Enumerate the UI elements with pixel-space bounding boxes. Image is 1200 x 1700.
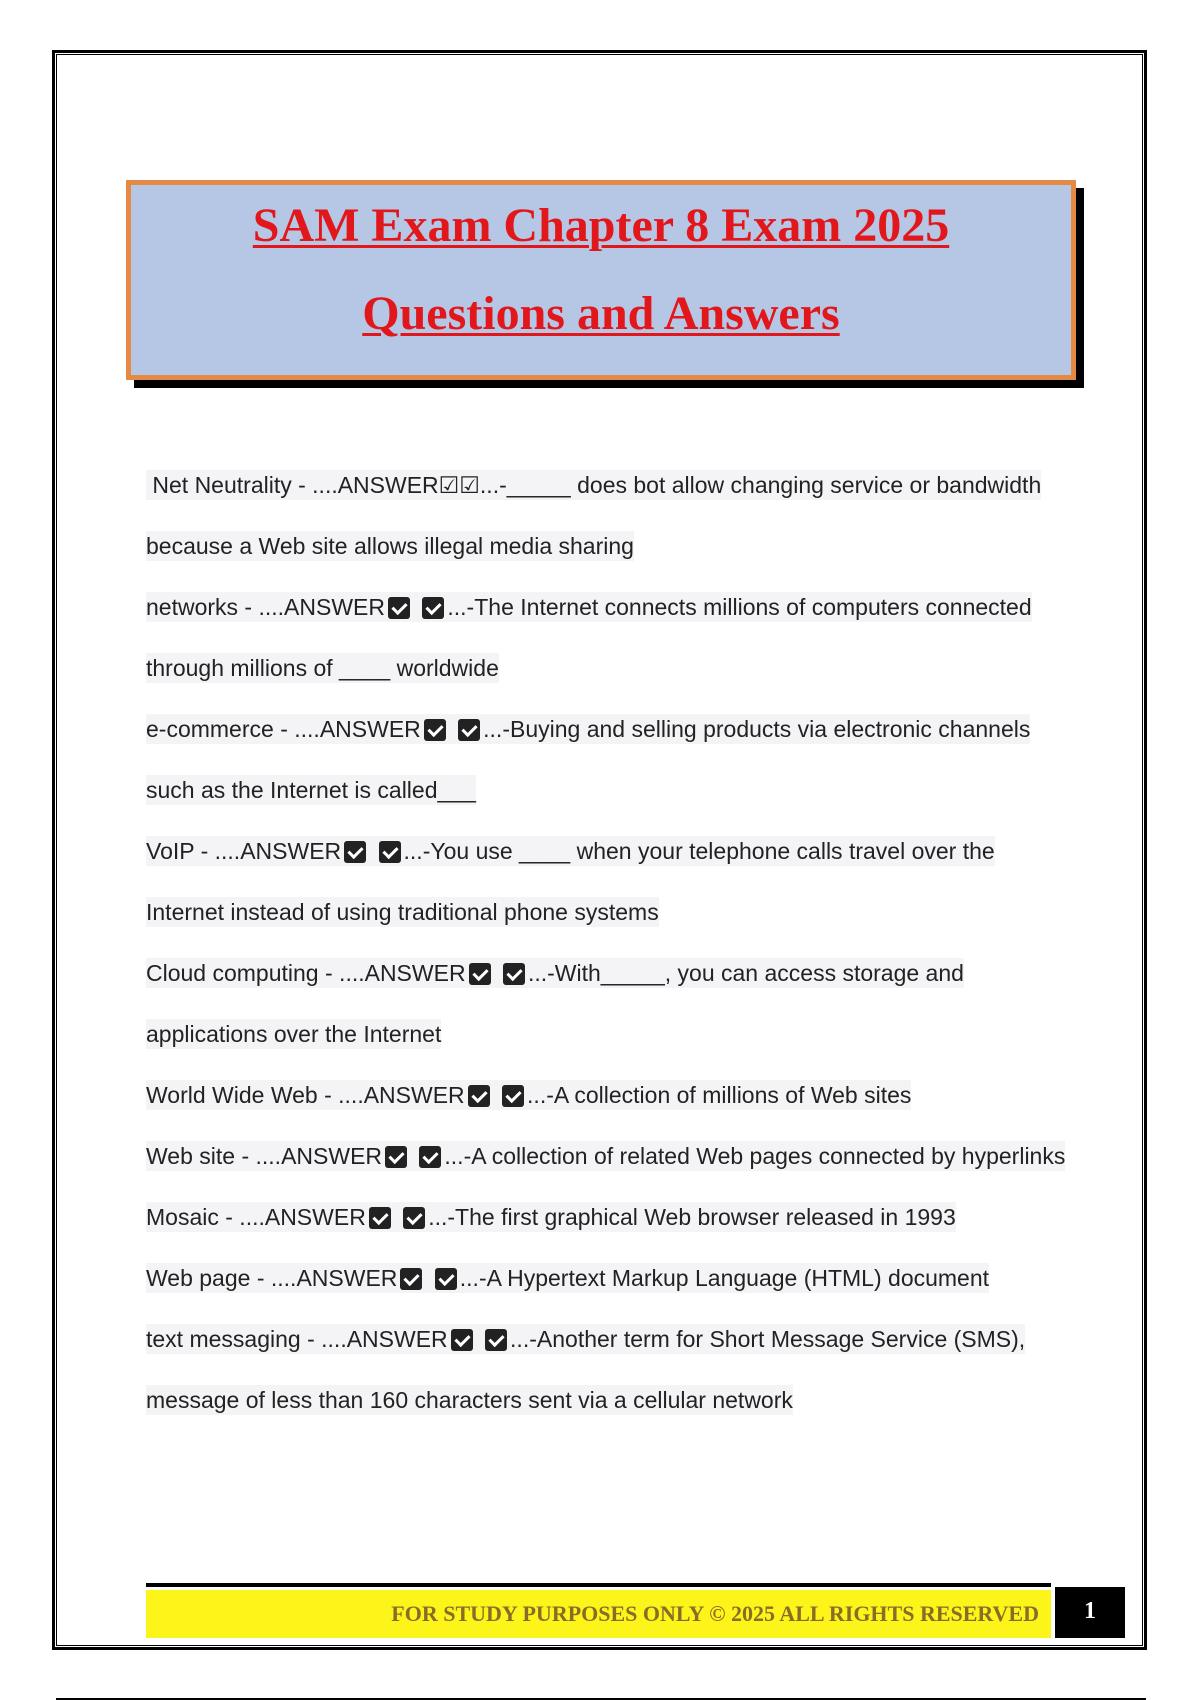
qa-term: World Wide Web xyxy=(146,1082,318,1108)
qa-term: Web site xyxy=(146,1143,236,1169)
checkbox-icon xyxy=(403,1207,425,1229)
qa-term: Cloud computing xyxy=(146,960,319,986)
footer-text: FOR STUDY PURPOSES ONLY © 2025 ALL RIGHTS RESERVED xyxy=(391,1601,1039,1626)
qa-answer: A collection of millions of Web sites xyxy=(553,1082,912,1108)
qa-item: Cloud computing - ....ANSWER ...-With_____, you can access storage and applications over the Internet xyxy=(146,960,964,1047)
checkbox-icon xyxy=(468,1085,490,1107)
qa-item: text messaging - ....ANSWER ...-Another term for Short Message Service (SMS), message of less than 160 characters sent via a cellular network xyxy=(146,1326,1026,1413)
qa-answer: Buying and selling products via electronic channels such as the Internet is called___ xyxy=(146,716,1031,803)
qa-answer: The first graphical Web browser released in 1993 xyxy=(455,1204,956,1230)
qa-answer: _____ does bot allow changing service or bandwidth because a Web site allows illegal media sharing xyxy=(146,472,1042,559)
checkbox-icon xyxy=(388,597,410,619)
checkbox-icon xyxy=(379,841,401,863)
qa-answer: A collection of related Web pages connected by hyperlinks xyxy=(471,1143,1066,1169)
qa-item: Mosaic - ....ANSWER ...-The first graphical Web browser released in 1993 xyxy=(146,1204,956,1230)
checkbox-icon xyxy=(419,1146,441,1168)
qa-term: Web page xyxy=(146,1265,251,1291)
qa-answer: With_____, you can access storage and applications over the Internet xyxy=(146,960,964,1047)
qa-item: networks - ....ANSWER ...-The Internet connects millions of computers connected through millions of ____ worldwide xyxy=(146,594,1032,681)
qa-list xyxy=(146,455,1066,1431)
qa-item: World Wide Web - ....ANSWER ...-A collection of millions of Web sites xyxy=(146,1082,912,1108)
checkbox-icon xyxy=(502,1085,524,1107)
page-number: 1 xyxy=(1055,1587,1125,1638)
footer-rule xyxy=(146,1583,1051,1587)
qa-item: e-commerce - ....ANSWER ...-Buying and selling products via electronic channels such as the Internet is called___ xyxy=(146,716,1031,803)
checkbox-icon xyxy=(400,1268,422,1290)
checkbox-icon xyxy=(469,963,491,985)
qa-item: Net Neutrality - ....ANSWER☑☑...-_____ does bot allow changing service or bandwidth because a Web site allows illegal media sharing xyxy=(146,472,1042,559)
checkbox-icon xyxy=(369,1207,391,1229)
qa-item: Web site - ....ANSWER ...-A collection of related Web pages connected by hyperlinks xyxy=(146,1143,1066,1169)
qa-term: VoIP xyxy=(146,838,195,864)
qa-term: networks xyxy=(146,594,239,620)
qa-item: Web page - ....ANSWER ...-A Hypertext Markup Language (HTML) document xyxy=(146,1265,990,1291)
footer-band xyxy=(146,1590,1051,1638)
checkbox-icon xyxy=(422,597,444,619)
checkbox-icon xyxy=(435,1268,457,1290)
title-line-2: Questions and Answers xyxy=(362,287,840,340)
checkbox-icon xyxy=(344,841,366,863)
qa-answer: The Internet connects millions of computers connected through millions of ____ worldwide xyxy=(146,594,1032,681)
qa-term: Mosaic xyxy=(146,1204,219,1230)
qa-answer: You use ____ when your telephone calls travel over the Internet instead of using traditional phone systems xyxy=(146,838,995,925)
checkbox-icon xyxy=(503,963,525,985)
title-box xyxy=(126,180,1076,380)
checkbox-icon xyxy=(451,1329,473,1351)
qa-term: text messaging xyxy=(146,1326,301,1352)
checkbox-icon xyxy=(385,1146,407,1168)
checkbox-icon xyxy=(485,1329,507,1351)
text-checkmarks: ☑☑ xyxy=(438,472,480,498)
qa-item: VoIP - ....ANSWER ...-You use ____ when your telephone calls travel over the Internet instead of using traditional phone systems xyxy=(146,838,995,925)
qa-term: Net Neutrality xyxy=(152,472,292,498)
title-line-1: SAM Exam Chapter 8 Exam 2025 xyxy=(252,199,950,252)
qa-answer: A Hypertext Markup Language (HTML) document xyxy=(486,1265,990,1291)
checkbox-icon xyxy=(424,719,446,741)
qa-term: e-commerce xyxy=(146,716,274,742)
checkbox-icon xyxy=(458,719,480,741)
qa-answer: Another term for Short Message Service (SMS), message of less than 160 characters sent via a cellular network xyxy=(146,1326,1026,1413)
